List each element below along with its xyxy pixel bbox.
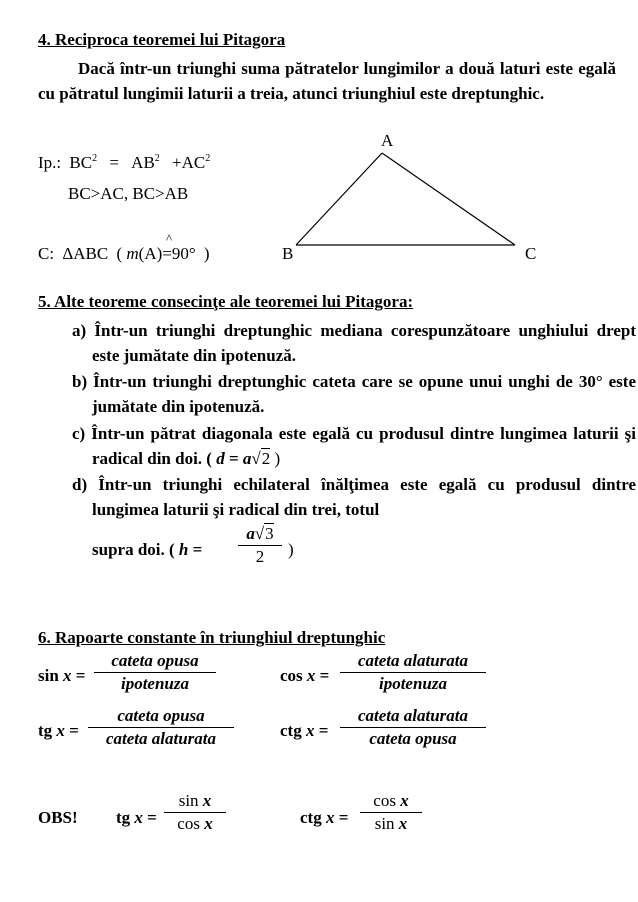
theorem-a: a) Într-un triunghi dreptunghic mediana corespunzătoare unghiului drept este jumătate din ipotenuză. bbox=[72, 321, 636, 365]
sin-fraction: cateta opusa ipotenuza bbox=[94, 650, 216, 695]
angle-hat-icon: ^ bbox=[166, 231, 173, 246]
ctg-label: ctg x = bbox=[280, 721, 329, 740]
theorem-d: d) Într-un triunghi echilateral înălţimea este egală cu produsul dintre lungimea laturii şi radical din trei, totul bbox=[72, 475, 636, 519]
cos-label: cos x = bbox=[280, 666, 330, 685]
tg-fraction: cateta opusa cateta alaturata bbox=[88, 705, 234, 750]
theorem-c: c) Într-un pătrat diagonala este egală cu produsul dintre lungimea laturii şi radical din doi. ( d = a√2 ) bbox=[72, 424, 636, 468]
cos-fraction: cateta alaturata ipotenuza bbox=[340, 650, 486, 695]
obs-ctg-label: ctg x = bbox=[300, 808, 349, 827]
conclusion-line: C: ΔABC ( m(A)=90° ) bbox=[38, 244, 210, 263]
theorem-d-last-line: supra doi. ( h = bbox=[92, 540, 203, 559]
height-fraction: a√3 2 bbox=[238, 523, 282, 568]
vertex-a-label: A bbox=[381, 131, 394, 150]
sin-label: sin x = bbox=[38, 666, 86, 685]
vertex-c-label: C bbox=[525, 244, 537, 263]
tg-label: tg x = bbox=[38, 721, 79, 740]
obs-ctg-fraction: cos x sin x bbox=[360, 790, 422, 835]
section-6-title: 6. Rapoarte constante în triunghiul dreptunghic bbox=[38, 628, 386, 647]
theorem-b: b) Într-un triunghi dreptunghic cateta care se opune unui unghi de 30° este jumătate din ipotenuză. bbox=[72, 372, 636, 416]
obs-tg-label: tg x = bbox=[116, 808, 157, 827]
section-5-title: 5. Alte teoreme consecinţe ale teoremei lui Pitagora: bbox=[38, 292, 414, 311]
obs-tg-fraction: sin x cos x bbox=[164, 790, 226, 835]
section-4-title: 4. Reciproca teoremei lui Pitagora bbox=[38, 30, 286, 49]
vertex-b-label: B bbox=[282, 244, 294, 263]
triangle-side-ab bbox=[296, 153, 382, 245]
theorem-d-close: ) bbox=[288, 540, 294, 559]
triangle-side-ac bbox=[382, 153, 515, 245]
section-4-statement: Dacă într-un triunghi suma pătratelor lungimilor a două laturi este egală cu pătratul lungimii laturii a treia, atunci triunghiul este dreptunghic. bbox=[38, 59, 616, 103]
obs-label: OBS! bbox=[38, 808, 78, 827]
hypothesis-line-2: BC>AC, BC>AB bbox=[68, 184, 189, 203]
hypothesis-line-1: Ip.: $BC^2 = AB^2 +AC^2$ bbox=[38, 153, 211, 172]
ctg-fraction: cateta alaturata cateta opusa bbox=[340, 705, 486, 750]
